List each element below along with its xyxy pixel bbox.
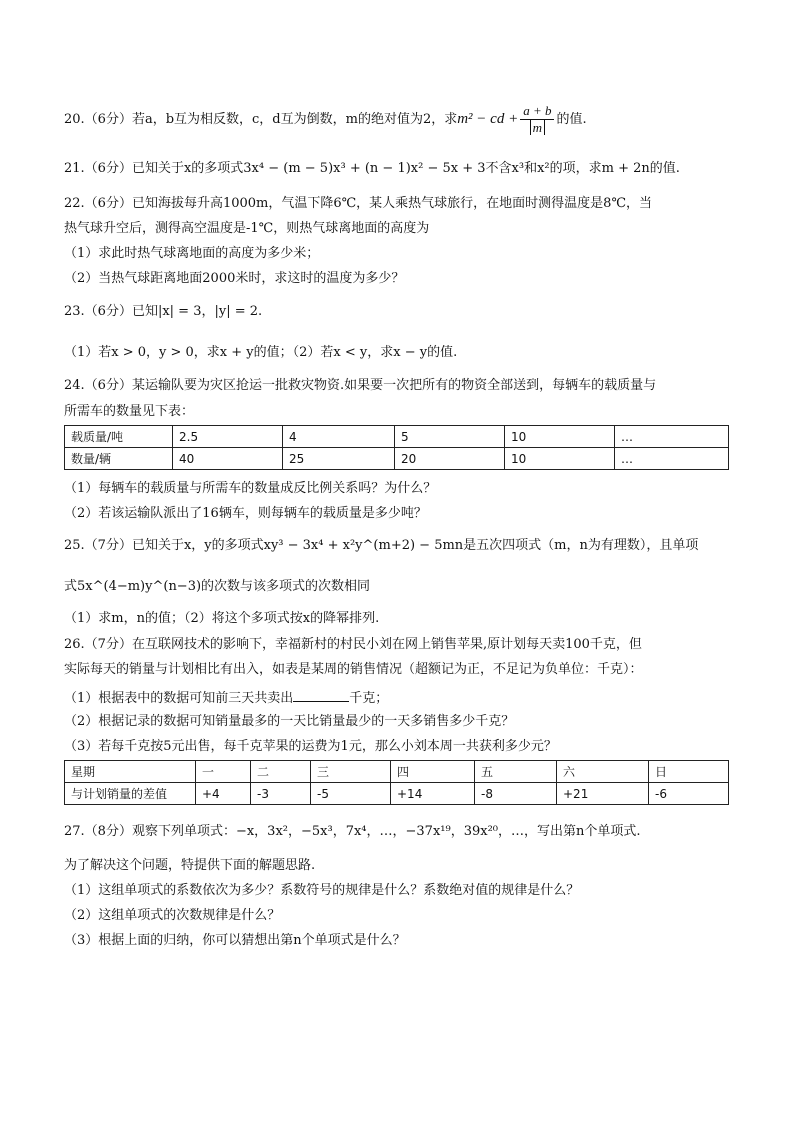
sales-table-cell: 六 (557, 761, 649, 783)
question-25-line2: 式5x^(4−m)y^(n−3)的次数与该多项式的次数相同 (64, 579, 371, 594)
load-table-cell: 4 (283, 426, 395, 448)
load-vehicle-table (64, 425, 729, 470)
load-table-cell: 10 (505, 448, 615, 470)
sales-table-cell: +4 (196, 783, 251, 805)
question-25-line1: 25.（7分）已知关于x，y的多项式xy³ − 3x⁴ + x²y^(m+2) − 5mn是五次四项式（m，n为有理数），且单项 (64, 538, 699, 553)
question-26-sub2: （2）根据记录的数据可知销量最多的一天比销量最少的一天多销售多少千克？ (64, 714, 515, 729)
question-22-sub1: （1）求此时热气球离地面的高度为多少米； (64, 246, 320, 261)
sales-table-row (65, 783, 729, 805)
sales-table-cell: 星期 (65, 761, 196, 783)
sales-table-cell: 一 (196, 761, 251, 783)
question-25-sub1: （1）求m，n的值；（2）将这个多项式按x的降幂排列. (64, 611, 380, 626)
q20-suffix: 的值. (556, 112, 587, 127)
question-26-line2: 实际每天的销量与计划相比有出入，如表是某周的销售情况（超额记为正，不足记为负单位：千克）： (64, 662, 643, 677)
question-27-sub1: （1）这组单项式的系数依次为多少？系数符号的规律是什么？系数绝对值的规律是什么？ (64, 883, 580, 898)
sales-table-cell: 与计划销量的差值 (65, 783, 196, 805)
question-26-sub1: （1）根据表中的数据可知前三天共卖出 千克； (64, 691, 389, 706)
question-24-line1: 24.（6分）某运输队要为灾区抢运一批救灾物资.如果要一次把所有的物资全部送到，每辆车的载质量与 (64, 378, 657, 393)
sales-table-cell: -6 (649, 783, 729, 805)
load-table-cell: 5 (395, 426, 505, 448)
question-27-sub3: （3）根据上面的归纳，你可以猜想出第n个单项式是什么？ (64, 933, 406, 948)
q20-expression: m² − cd + (457, 111, 519, 127)
question-24-sub2: （2）若该运输队派出了16辆车，则每辆车的载质量是多少吨？ (64, 506, 427, 521)
load-table-cell: 25 (283, 448, 395, 470)
question-24-line2: 所需车的数量见下表： (64, 404, 195, 419)
load-table-row (65, 426, 729, 448)
load-table-cell: 40 (173, 448, 283, 470)
sales-table-row (65, 761, 729, 783)
sales-table-cell: -8 (475, 783, 557, 805)
question-21: 21.（6分）已知关于x的多项式3x⁴ − (m − 5)x³ + (n − 1)x² − 5x + 3不含x³和x²的项，求m + 2n的值. (64, 161, 680, 176)
load-table-cell: 2.5 (173, 426, 283, 448)
load-table-cell: 载质量/吨 (65, 426, 173, 448)
sales-table-cell: +21 (557, 783, 649, 805)
q20-fraction-denominator: m (530, 120, 545, 135)
answer-blank[interactable] (293, 689, 349, 702)
question-26-line1: 26.（7分）在互联网技术的影响下，幸福新村的村民小刘在网上销售苹果,原计划每天卖100千克，但 (64, 637, 642, 652)
load-table-row (65, 448, 729, 470)
load-table-cell: … (615, 426, 729, 448)
question-22-line2: 热气球升空后，测得高空温度是-1℃，则热气球离地面的高度为 (64, 221, 430, 236)
q20-fraction-numerator: a + b (520, 103, 554, 120)
q20-fraction (520, 103, 554, 136)
sales-table-cell: 四 (391, 761, 475, 783)
question-23-line2: （1）若x > 0，y > 0，求x + y的值；（2）若x < y，求x − y的值. (64, 345, 458, 360)
question-23-line1: 23.（6分）已知|x| = 3，|y| = 2. (64, 304, 263, 319)
question-20 (64, 103, 587, 136)
sales-table-cell: 三 (311, 761, 391, 783)
sales-table-cell: 二 (251, 761, 311, 783)
sales-table-cell: -3 (251, 783, 311, 805)
load-table-cell: 20 (395, 448, 505, 470)
question-27-sub2: （2）这组单项式的次数规律是什么？ (64, 908, 281, 923)
question-27-line2: 为了解决这个问题，特提供下面的解题思路. (64, 858, 316, 873)
question-27-line1: 27.（8分）观察下列单项式：−x，3x²，−5x³，7x⁴，…，−37x¹⁹，39x²⁰，…，写出第n个单项式. (64, 824, 641, 839)
question-22-line1: 22.（6分）已知海拔每升高1000m，气温下降6℃，某人乘热气球旅行，在地面时测得温度是8℃，当 (64, 196, 652, 211)
question-24-sub1: （1）每辆车的载质量与所需车的数量成反比例关系吗？为什么？ (64, 481, 437, 496)
weekly-sales-table (64, 760, 729, 805)
load-table-cell: 数量/辆 (65, 448, 173, 470)
sales-table-cell: 日 (649, 761, 729, 783)
question-26-sub3: （3）若每千克按5元出售，每千克苹果的运费为1元，那么小刘本周一共获利多少元？ (64, 739, 557, 754)
sales-table-cell: 五 (475, 761, 557, 783)
question-22-sub2: （2）当热气球距离地面2000米时，求这时的温度为多少？ (64, 271, 405, 286)
load-table-cell: 10 (505, 426, 615, 448)
load-table-cell: … (615, 448, 729, 470)
q20-text: 20.（6分）若a，b互为相反数，c，d互为倒数，m的绝对值为2，求 (64, 112, 458, 127)
sales-table-cell: +14 (391, 783, 475, 805)
sales-table-cell: -5 (311, 783, 391, 805)
